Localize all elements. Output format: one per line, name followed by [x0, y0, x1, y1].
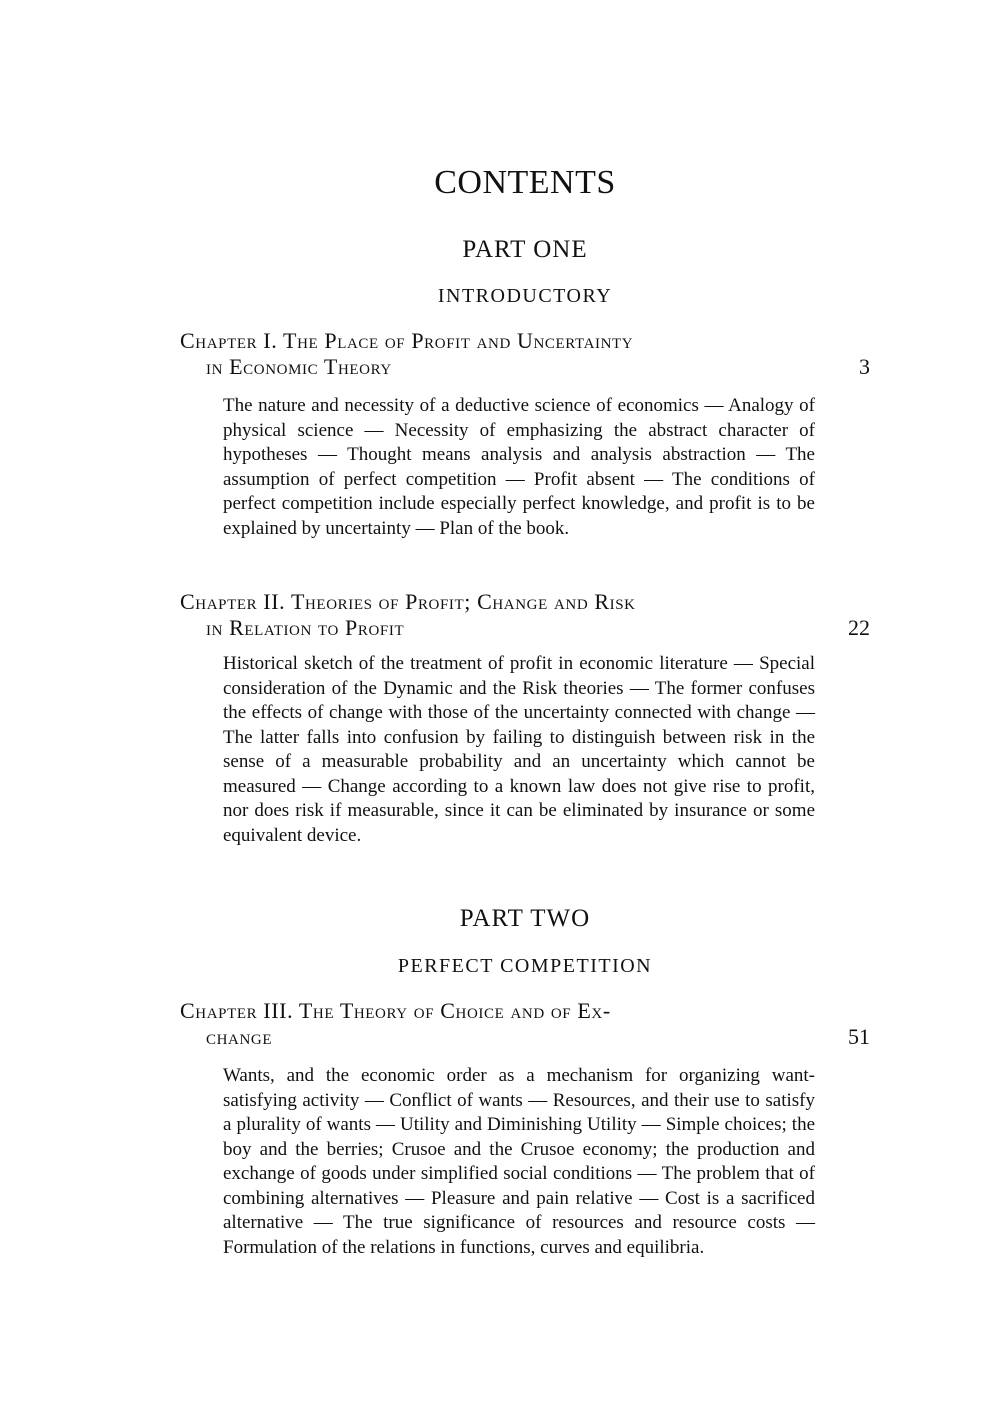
part-two-section-heading: PERFECT COMPETITION	[397, 955, 653, 977]
part-one-section-heading: INTRODUCTORY	[437, 285, 613, 307]
part-one-heading: PART ONE	[462, 236, 588, 263]
chapter-2-title-line2: in Relation to Profit	[206, 615, 405, 640]
chapter-2-title	[180, 589, 820, 641]
chapter-3-title	[180, 998, 820, 1050]
chapter-2-title-line1: Chapter II. Theories of Profit; Change and Risk	[180, 589, 636, 614]
chapter-3-title-line1: Chapter III. The Theory of Choice and of Ex-	[180, 998, 611, 1023]
chapter-1-page-number: 3	[859, 354, 870, 379]
chapter-3-summary: Wants, and the economic order as a mechanism for organizing want-satisfying activity — Conflict of wants — Resources, and their use to satisfy a plurality of wants — Utility and Diminishing Utility — Simple choices; the boy and the berries; Crusoe and the Crusoe economy; the production and exchange of goods under simplified social conditions — The problem that of combining alternatives — Pleasure and pain relative — Cost is a sacrificed alternative — The true significance of resources and resource costs — Formulation of the relations in functions, curves and equilibria.	[223, 1065, 815, 1258]
part-two-heading: PART TWO	[459, 905, 591, 932]
chapter-1-title	[180, 328, 820, 380]
chapter-1-title-line2: in Economic Theory	[206, 354, 392, 379]
chapter-3-title-line2: change	[206, 1024, 273, 1049]
chapter-1-summary: The nature and necessity of a deductive science of economics — Analogy of physical science — Necessity of emphasizing the abstract character of hypotheses — Thought means analysis and analysis abstraction — The assumption of perfect competition — Profit absent — The conditions of perfect competition include especially perfect knowledge, and profit is to be explained by uncertainty — Plan of the book.	[223, 395, 815, 539]
chapter-1-title-line1: Chapter I. The Place of Profit and Uncertainty	[180, 328, 634, 353]
chapter-2-page-number: 22	[848, 615, 870, 640]
chapter-2-summary: Historical sketch of the treatment of profit in economic literature — Special consideration of the Dynamic and the Risk theories — The former confuses the effects of change with those of the uncertainty connected with change — The latter falls into confusion by failing to distinguish between risk in the sense of a measurable probability and an uncertainty which cannot be measured — Change according to a known law does not give rise to profit, nor does risk if measurable, since it can be eliminated by insurance or some equivalent device.	[223, 653, 815, 846]
page-title: CONTENTS	[434, 164, 616, 201]
chapter-3-page-number: 51	[848, 1024, 870, 1049]
